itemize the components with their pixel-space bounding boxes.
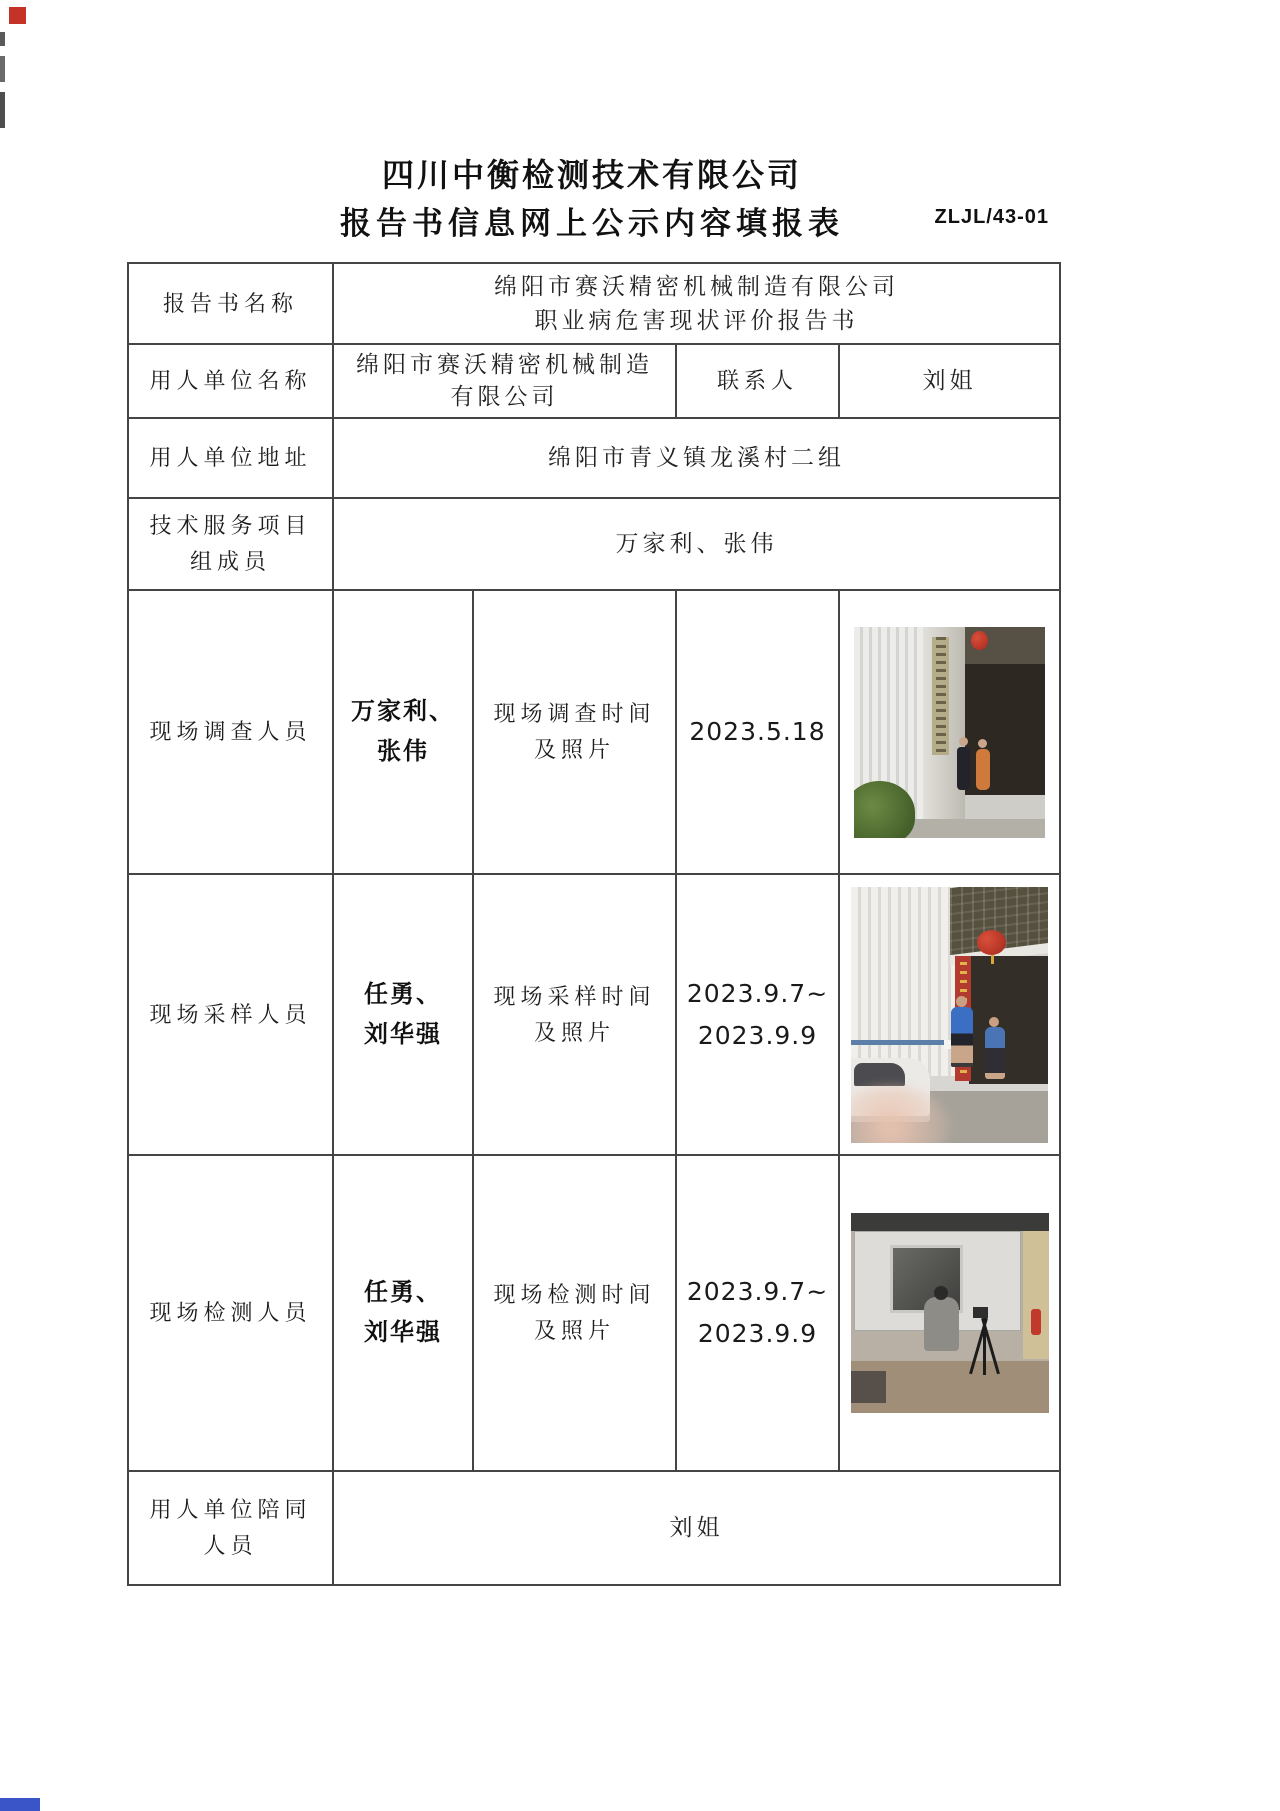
team-label-line2: 组成员 <box>189 549 271 574</box>
testing-names-cell <box>334 1156 474 1472</box>
testing-photo <box>851 1213 1049 1413</box>
survey-names-line1: 万家利、 <box>351 698 455 725</box>
escort-label-cell <box>129 1472 334 1584</box>
sampling-label: 现场采样人员 <box>149 1001 312 1027</box>
survey-photo <box>854 627 1045 838</box>
testing-label-cell <box>129 1156 334 1472</box>
testing-names-line1: 任勇、 <box>364 1279 442 1306</box>
form-code: ZLJL/43-01 <box>934 206 1049 228</box>
employer-address-value-cell <box>334 419 1059 499</box>
contact-value: 刘姐 <box>922 368 977 393</box>
sampling-time-label-line2: 及照片 <box>533 1019 615 1045</box>
employer-name-label: 用人单位名称 <box>149 368 312 393</box>
contact-label-cell <box>677 345 840 419</box>
survey-names-cell <box>334 591 474 875</box>
employer-name-line1: 绵阳市赛沃精密机械制造 <box>356 352 653 377</box>
yellow-wall <box>1023 1231 1049 1359</box>
escort-label-line2: 人员 <box>203 1533 258 1558</box>
report-name-label-cell <box>129 264 334 345</box>
employer-name-value-cell <box>334 345 677 419</box>
person-gray-jacket <box>924 1297 959 1351</box>
team-value: 万家利、张伟 <box>615 531 778 556</box>
sampling-names-cell <box>334 875 474 1156</box>
dark-box <box>851 1371 887 1403</box>
employer-address-value: 绵阳市青义镇龙溪村二组 <box>548 445 845 470</box>
sampling-names-line2: 刘华强 <box>364 1020 442 1048</box>
testing-time-label-line1: 现场检测时间 <box>493 1282 656 1307</box>
sampling-time-label-cell <box>474 875 677 1156</box>
survey-time-label-line2: 及照片 <box>533 737 615 762</box>
ceiling-strip <box>851 1213 1049 1231</box>
fire-extinguisher <box>1031 1309 1041 1335</box>
sampling-time-label-line1: 现场采样时间 <box>493 983 656 1009</box>
team-label-cell <box>129 499 334 591</box>
tripod-instrument <box>973 1307 988 1318</box>
employer-address-label: 用人单位地址 <box>149 445 312 470</box>
team-value-cell <box>334 499 1059 591</box>
testing-date-line1: 2023.9.7~ <box>686 1277 829 1306</box>
company-title: 四川中衡检测技术有限公司 <box>381 157 802 193</box>
person-black-top <box>957 747 970 790</box>
sampling-date-line2: 2023.9.9 <box>697 1020 818 1050</box>
report-name-line1: 绵阳市赛沃精密机械制造有限公司 <box>494 273 899 299</box>
survey-date-cell <box>677 591 840 875</box>
testing-date-line2: 2023.9.9 <box>697 1319 818 1348</box>
contact-value-cell <box>840 345 1059 419</box>
report-name-label: 报告书名称 <box>162 290 298 316</box>
testing-label: 现场检测人员 <box>149 1300 312 1325</box>
employer-address-label-cell <box>129 419 334 499</box>
workshop-doorway <box>969 956 1048 1084</box>
scan-artifact-red <box>9 7 26 24</box>
escort-label-line1: 用人单位陪同 <box>149 1497 312 1522</box>
blue-pipe <box>851 1040 957 1045</box>
survey-date-line1: 2023.5.18 <box>689 717 826 746</box>
testing-names-line2: 刘华强 <box>364 1319 442 1346</box>
sampling-photo <box>851 887 1048 1143</box>
sampling-names-line1: 任勇、 <box>364 980 442 1008</box>
red-lantern <box>977 930 1006 955</box>
report-name-line2: 职业病危害现状评价报告书 <box>534 307 859 333</box>
survey-time-label-line1: 现场调查时间 <box>493 701 656 726</box>
sampling-photo-cell <box>840 875 1059 1156</box>
report-name-value-cell <box>334 264 1059 345</box>
survey-label-cell <box>129 591 334 875</box>
person-blue-shirt <box>951 1007 973 1067</box>
testing-time-label-line2: 及照片 <box>533 1318 615 1343</box>
testing-date-cell <box>677 1156 840 1472</box>
escort-value: 刘姐 <box>669 1515 724 1540</box>
escort-value-cell <box>334 1472 1059 1584</box>
survey-photo-cell <box>840 591 1059 875</box>
report-info-table <box>127 262 1061 1586</box>
scan-artifact-gray <box>0 32 5 128</box>
team-label-line1: 技术服务项目 <box>149 513 312 538</box>
sampling-date-line1: 2023.9.7~ <box>686 978 829 1008</box>
sampling-date-cell <box>677 875 840 1156</box>
employer-name-label-cell <box>129 345 334 419</box>
sampling-label-cell <box>129 875 334 1156</box>
employer-name-line2: 有限公司 <box>450 384 559 409</box>
contact-label: 联系人 <box>716 368 798 393</box>
testing-photo-cell <box>840 1156 1059 1472</box>
testing-time-label-cell <box>474 1156 677 1472</box>
survey-names-line2: 张伟 <box>377 738 429 765</box>
person-blue-top <box>985 1027 1005 1079</box>
survey-label: 现场调查人员 <box>149 719 312 744</box>
red-lantern <box>971 631 988 650</box>
scan-artifact-blue <box>0 1798 40 1811</box>
vertical-sign <box>932 637 949 755</box>
form-title: 报告书信息网上公示内容填报表 <box>340 206 844 241</box>
survey-time-label-cell <box>474 591 677 875</box>
person-orange-dress <box>976 749 990 790</box>
